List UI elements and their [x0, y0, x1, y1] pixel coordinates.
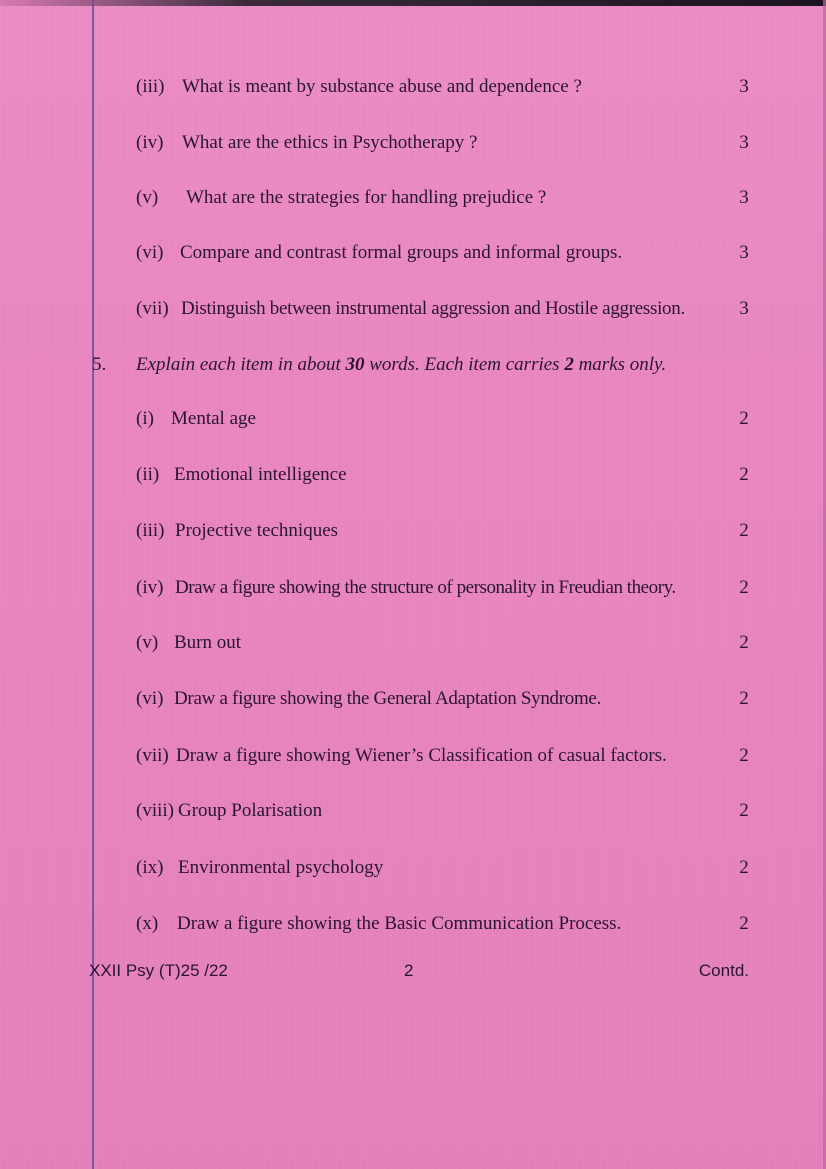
item-text: Compare and contrast formal groups and informal groups. — [180, 242, 623, 263]
item-marks: 2 — [739, 632, 749, 653]
item-text: Draw a figure showing Wiener’s Classification of casual factors. — [176, 745, 667, 766]
item-marks: 2 — [739, 913, 749, 934]
instruction-text: Explain each item in about — [136, 354, 346, 375]
item-text: What are the strategies for handling prejudice ? — [186, 187, 547, 208]
item-text: Draw a figure showing the structure of personality in Freudian theory. — [175, 577, 676, 598]
instruction-marks: 2 — [564, 354, 574, 375]
item-text: Burn out — [174, 632, 242, 653]
q5-item — [0, 909, 826, 939]
item-marks: 2 — [739, 745, 749, 766]
page-footer — [0, 958, 826, 984]
paper-code: XXII Psy (T)25 /22 — [89, 961, 228, 980]
item-text: Draw a figure showing the General Adaptation Syndrome. — [174, 688, 602, 709]
item-marks: 3 — [739, 132, 749, 153]
q5-item — [0, 516, 826, 546]
q4-item — [0, 72, 826, 102]
q4-item — [0, 183, 826, 213]
q5-item — [0, 796, 826, 826]
question-instruction — [136, 350, 666, 380]
item-number: (viii) — [136, 800, 174, 821]
item-marks: 2 — [739, 800, 749, 821]
item-marks: 2 — [739, 464, 749, 485]
q5-item — [0, 460, 826, 490]
question-5-heading — [0, 350, 826, 380]
item-number: (vii) — [136, 298, 169, 319]
page-number: 2 — [404, 961, 414, 980]
item-number: (vii) — [136, 745, 169, 766]
instruction-text: words. Each item carries — [364, 354, 565, 375]
question-number: 5. — [92, 354, 107, 375]
item-text: Mental age — [171, 408, 256, 429]
item-marks: 2 — [739, 408, 749, 429]
item-marks: 2 — [739, 577, 749, 598]
q5-item — [0, 628, 826, 658]
item-number: (v) — [136, 632, 159, 653]
item-number: (ix) — [136, 857, 164, 878]
item-text: Projective techniques — [175, 520, 339, 541]
q5-item — [0, 741, 826, 771]
item-marks: 2 — [739, 520, 749, 541]
item-marks: 2 — [739, 688, 749, 709]
item-marks: 3 — [739, 298, 749, 319]
instruction-word-count: 30 — [345, 354, 365, 375]
item-marks: 3 — [739, 242, 749, 263]
q4-item — [0, 294, 826, 324]
item-text: Draw a figure showing the Basic Communication Process. — [177, 913, 622, 934]
q5-item — [0, 684, 826, 714]
item-text: Group Polarisation — [178, 800, 323, 821]
item-marks: 3 — [739, 187, 749, 208]
q5-item — [0, 573, 826, 603]
item-marks: 3 — [739, 76, 749, 97]
continued-label: Contd. — [698, 961, 749, 980]
item-number: (iv) — [136, 132, 164, 153]
item-text: Environmental psychology — [178, 857, 384, 878]
instruction-text: marks only. — [573, 354, 667, 375]
item-text: What are the ethics in Psychotherapy ? — [182, 132, 478, 153]
item-number: (iii) — [136, 76, 165, 97]
item-number: (iv) — [136, 577, 164, 598]
item-number: (v) — [136, 187, 159, 208]
q4-item — [0, 238, 826, 268]
item-text: What is meant by substance abuse and dependence ? — [182, 76, 582, 97]
item-number: (x) — [136, 913, 159, 934]
item-number: (vi) — [136, 688, 164, 709]
q4-item — [0, 128, 826, 158]
q5-item — [0, 404, 826, 434]
q5-item — [0, 853, 826, 883]
item-marks: 2 — [739, 857, 749, 878]
item-number: (vi) — [136, 242, 164, 263]
item-number: (ii) — [136, 464, 160, 485]
item-text: Distinguish between instrumental aggression and Hostile aggression. — [181, 298, 685, 319]
item-text: Emotional intelligence — [174, 464, 347, 485]
item-number: (iii) — [136, 520, 165, 541]
item-number: (i) — [136, 408, 154, 429]
scan-top-edge — [0, 0, 826, 6]
